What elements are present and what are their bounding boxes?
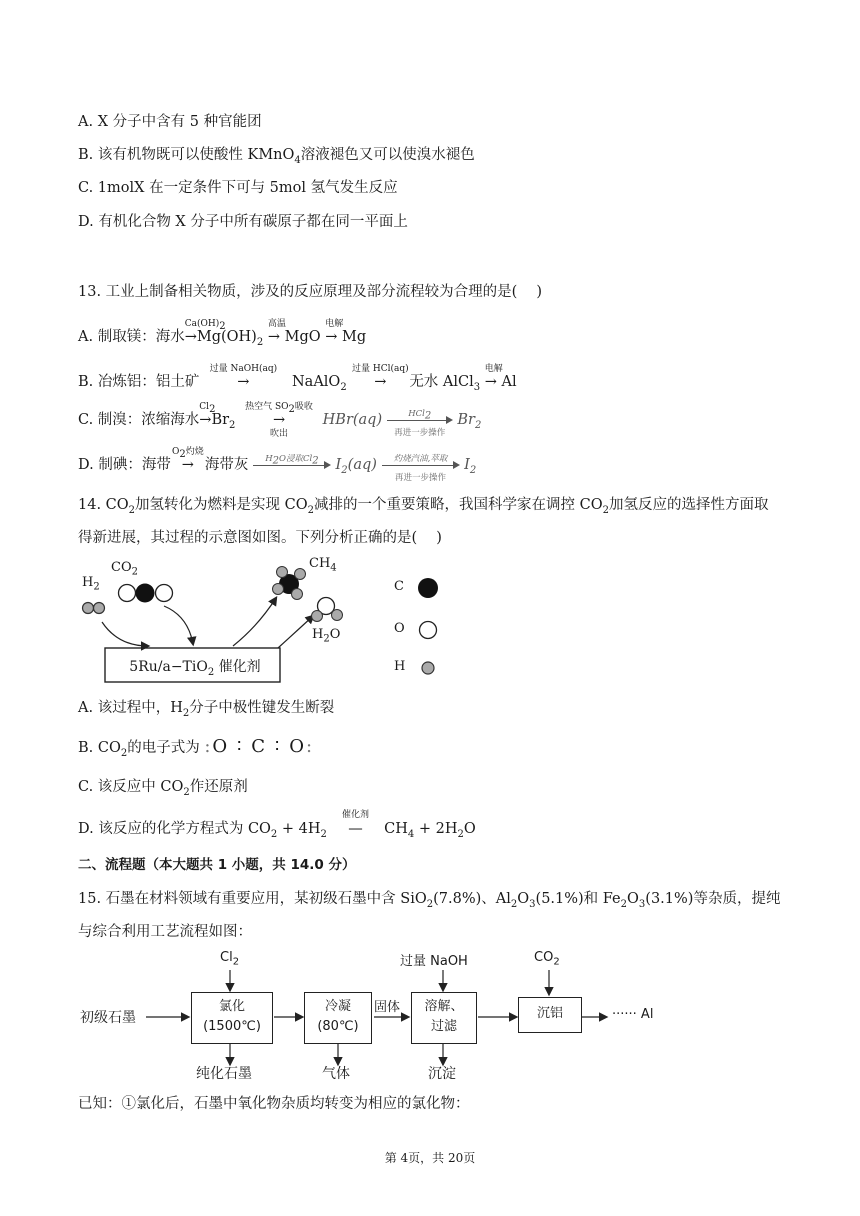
- precipitate-al-box: 沉铝: [518, 997, 582, 1033]
- q14-option-a: A. 该过程中，$H_2$分子中极性键发生断裂: [78, 700, 335, 719]
- reaction-arrow: HCl$_2$ 再进一步操作: [387, 413, 453, 427]
- reaction-arrow: $H_2O$浸取$Cl_2$: [253, 458, 331, 472]
- h-atom: [332, 610, 343, 621]
- o-atom: [119, 585, 136, 602]
- q12-option-c: C. 1molX 在一定条件下可与 5mol 氢气发生反应: [78, 180, 398, 196]
- flow-cl2-label: $Cl_2$: [220, 950, 240, 968]
- q15-line1: 15. 石墨在材料领域有重要应用，某初级石墨中含 SiO$_2$(7.8%)、$Al_2O_3(5.1\%)$和 $Fe_2O_3(3.1\%)$等杂质，提纯: [78, 891, 781, 910]
- page-footer: 第 4页，共 20页: [384, 1151, 476, 1165]
- q14-option-b: B. $CO_2$的电子式为 :O ∶ C ∶ O:: [78, 736, 315, 759]
- flow-co2-label: $CO_2$: [534, 950, 560, 968]
- q12-option-a: A. X 分子中含有 5 种官能团: [78, 114, 262, 130]
- catalyst-label: 5Ru/a−TiO$_2$ 催化剂: [129, 659, 261, 678]
- flowchart-arrows: [78, 948, 678, 1088]
- legend-c-atom: [418, 578, 438, 598]
- h-atom: [277, 567, 288, 578]
- h-atom: [273, 584, 284, 595]
- process-flowchart: [78, 948, 678, 1088]
- q15-known: 已知：①氯化后，石墨中氧化物杂质均转变为相应的氯化物：: [78, 1096, 470, 1112]
- condense-box: 冷凝 (80℃): [304, 992, 372, 1044]
- legend-h-label: H: [394, 659, 406, 674]
- h-atom: [312, 611, 323, 622]
- o-atom: [156, 585, 173, 602]
- label-h2o: $H_2O$: [312, 627, 341, 645]
- legend-h-atom: [422, 662, 434, 674]
- legend-c-label: C: [394, 579, 404, 594]
- chlorination-box: 氯化 (1500℃): [191, 992, 273, 1044]
- q15-line2: 与综合利用工艺流程如图：: [78, 924, 252, 940]
- q14-stem-line2: 得新进展，其过程的示意图如图。下列分析正确的是( ): [78, 530, 442, 546]
- label-h2: $H_2$: [82, 575, 100, 593]
- legend-o-atom: [420, 622, 437, 639]
- label-co2: $CO_2$: [111, 560, 138, 578]
- q12-option-b: B. 该有机物既可以使酸性 KMnO$_4$溶液褪色又可以使溴水褪色: [78, 147, 475, 166]
- arrow-h2-in: [102, 622, 148, 646]
- arrow-co2-in: [164, 606, 193, 644]
- q14-option-d: D. 该反应的化学方程式为 $CO_2 + 4H_2$ 催化剂 — $CH_4 + 2H_2O$: [78, 810, 476, 840]
- flow-out3-label: 沉淀: [428, 1066, 456, 1082]
- h-atom: [94, 603, 105, 614]
- h-atom: [292, 589, 303, 600]
- dissolve-filter-box: 溶解、 过滤: [411, 992, 477, 1044]
- q14-option-c: C. 该反应中 $CO_2$作还原剂: [78, 779, 248, 798]
- flow-out2-label: 气体: [322, 1066, 350, 1082]
- flow-end-label: ······ Al: [612, 1007, 654, 1022]
- q13-option-c: C. 制溴：浓缩海水 $Cl_2$ $\to Br_2$ 热空气 $SO_2$吸收 → 吹出 HBr(aq) HCl$_2$ 再进一步操作 $Br_2$: [78, 402, 482, 439]
- section-title: 二、流程题（本大题共 1 小题，共 14.0 分）: [78, 857, 356, 873]
- q14-stem-line1: 14. $CO_2$加氢转化为燃料是实现 $CO_2$减排的一个重要策略，我国科学家在调控 $CO_2$加氢反应的选择性方面取: [78, 497, 769, 516]
- q13-stem: 13. 工业上制备相关物质，涉及的反应原理及部分流程较为合理的是( ): [78, 284, 543, 300]
- label-ch4: $CH_4$: [309, 556, 337, 574]
- arrow-h2o-out: [278, 616, 313, 648]
- q13-option-d: D. 制碘：海带 $O_2$灼烧 → 海带灰 $H_2O$浸取$Cl_2$ $I_2(aq)$ 灼烧汽油,萃取 再进一步操作 $I_2$: [78, 447, 477, 483]
- q12-option-d: D. 有机化合物 X 分子中所有碳原子都在同一平面上: [78, 214, 408, 230]
- q13-option-a: A. 制取镁：海水 $Ca(OH)_2$ $\to Mg(OH)_2$ 高温 → MgO 电解 → Mg: [78, 319, 367, 348]
- reaction-arrow: 灼烧汽油,萃取 再进一步操作: [382, 458, 460, 472]
- flow-out1-label: 纯化石墨: [196, 1066, 252, 1082]
- q14-figure: [78, 556, 458, 690]
- flow-start-label: 初级石墨: [80, 1010, 136, 1026]
- h-atom: [295, 569, 306, 580]
- q13-option-b: B. 冶炼铝：铝土矿 过量 NaOH(aq) → NaAlO$_2$ 过量 HCl(aq) → 无水 AlCl$_3$ 电解 → Al: [78, 364, 517, 393]
- flow-solid-label: 固体: [374, 1000, 401, 1015]
- c-atom: [136, 584, 155, 603]
- electron-formula: :O ∶ C ∶ O:: [204, 736, 315, 757]
- legend-o-label: O: [394, 621, 405, 636]
- h-atom: [83, 603, 94, 614]
- flow-naoh-label: 过量 NaOH: [400, 954, 468, 969]
- arrow-ch4-out: [233, 598, 276, 646]
